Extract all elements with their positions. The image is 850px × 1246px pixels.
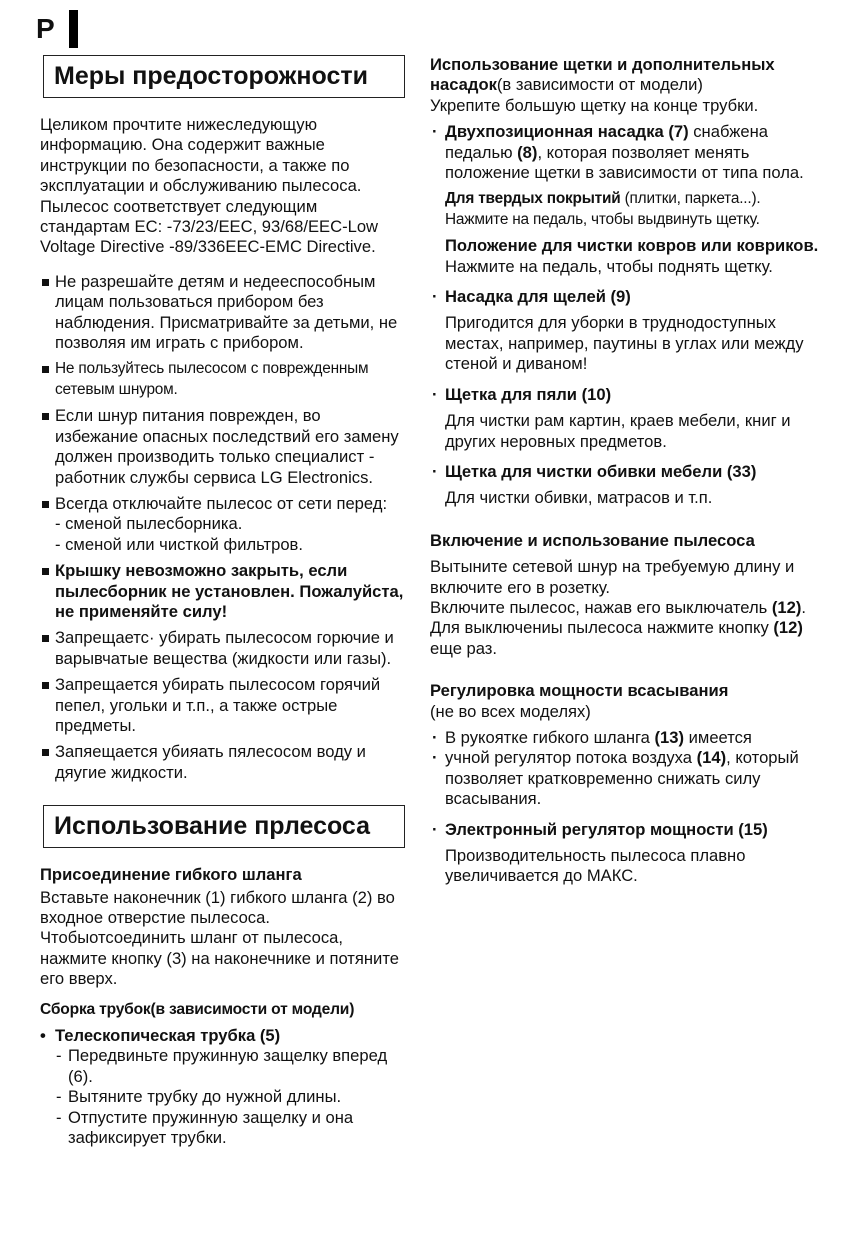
page-marker — [36, 10, 78, 48]
brush-heading-note: (в зависимости от модели) — [496, 75, 703, 95]
telescopic-step: - Передвиньте пружинную защелку вперед (6). — [56, 1046, 388, 1086]
list-item-warning: Крышку невозможно закрыть, если пылесборник не установлен. Пожалуйста, не применяйте силу! — [40, 561, 405, 622]
upholstery-heading: · Щетка для чистки обивки мебели (33) — [432, 461, 757, 481]
dusting-brush-heading: · Щетка для пяли (10) — [432, 384, 612, 404]
telescopic-heading: • Телескопическая трубка (5) — [40, 1026, 281, 1046]
bullet-icon: • — [40, 1026, 46, 1046]
suction-item-1: · В рукоятке гибкого шланга (13) имеется — [432, 727, 752, 747]
dot-bullet-icon: · — [432, 287, 438, 307]
page-letter: P — [36, 13, 55, 44]
square-bullet-icon — [42, 279, 49, 286]
square-bullet-icon — [42, 635, 49, 642]
square-bullet-icon — [42, 366, 49, 373]
brush-heading: Использование щетки и дополнительных насадок — [430, 55, 775, 95]
intro-paragraph: Целиком прочтите нижеследующую информацию. Она содержит важные инструкции по безопасности, а также по эксплуатации и обслуживанию пылесоса. Пылесос соответствует следующим стандартам EC: -73/23/EEC, 93/68/EEC-Low Voltage Directive -89/336EEC-EMC Directive. — [40, 115, 379, 257]
telescopic-step: - Отпустите пружинную защелку и она зафиксирует трубки. — [56, 1107, 354, 1148]
dusting-brush-text: Для чистки рам картин, краев мебели, книг и других неровных предметов. — [445, 411, 791, 451]
hose-text: Вставьте наконечник (1) гибкого шланга (2) во входное отверстие пылесоса. Чтобыотсоединить шланг от пылесоса, нажмите кнопку (3) на наконечнике и потяните его вверх. — [40, 887, 399, 989]
list-item: Если шнур питания поврежден, во избежание опасных последствий его замену должен производить только специалист - работник службы сервиса LG Electronics. — [40, 406, 405, 488]
tubes-heading: Сборка трубок(в зависимости от модели) — [40, 1000, 355, 1018]
dot-bullet-icon: · — [432, 819, 438, 839]
switch-on-text-2: Включите пылесос, нажав его выключатель (12). Для выключениы пылесоса нажмите кнопку (12) еще раз. — [430, 597, 807, 658]
dot-bullet-icon: · — [432, 748, 438, 768]
brush-heading-block — [430, 55, 822, 96]
list-item: Запрещаетс· убирать пылесосом горючие и варывчатые вещества (жидкости или газы). — [40, 628, 405, 669]
switch-on-heading: Включение и использование пылесоса — [430, 530, 755, 550]
suction-item-2: · учной регулятор потока воздуха (14), который позволяет кратковременно снижать силу всасывания. — [432, 748, 799, 809]
section-title-precautions: Меры предосторожности — [43, 55, 405, 98]
square-bullet-icon — [42, 749, 49, 756]
list-item: Не разрешайте детям и недееспособным лицам пользоваться прибором без наблюдения. Присматривайте за детьми, не позволяя им играть с прибором. — [40, 272, 405, 354]
list-item: Всегда отключайте пылесос от сети перед: - сменой пылесборника. - сменой или чисткой фильтров. — [40, 494, 405, 555]
electronic-control-text: Производительность пылесоса плавно увеличивается до МАКС. — [445, 846, 746, 886]
square-bullet-icon — [42, 568, 49, 575]
dot-bullet-icon: · — [432, 727, 438, 747]
dot-bullet-icon: · — [432, 461, 438, 481]
precautions-list — [40, 272, 405, 783]
dot-bullet-icon: · — [432, 122, 438, 142]
right-column — [430, 55, 822, 887]
hose-heading: Присоединение гибкого шланга — [40, 865, 302, 885]
square-bullet-icon — [42, 682, 49, 689]
list-item: Запяещается убияать пялесосом воду и дяугие жидкости. — [40, 742, 405, 783]
suction-power-note: (не во всех моделях) — [430, 701, 591, 721]
left-column — [40, 55, 405, 1148]
switch-on-text-1: Вытыните сетевой шнур на требуемую длину и включите его в розетку. — [430, 557, 795, 597]
two-position-nozzle: · Двухпозиционная насадка (7) снабжена педалью (8), которая позволяет менять положение щетки в зависимости от типа пола. — [432, 122, 804, 183]
crevice-text: Пригодится для уборки в труднодоступных местах, например, паутины в углах или между стеной и диваном! — [445, 313, 804, 374]
square-bullet-icon — [42, 501, 49, 508]
suction-power-heading: Регулировка мощности всасывания — [430, 681, 729, 701]
brush-line: Укрепите большую щетку на конце трубки. — [430, 95, 759, 115]
electronic-control-heading: · Электронный регулятор мощности (15) — [432, 819, 768, 839]
upholstery-text: Для чистки обивки, матрасов и т.п. — [445, 488, 713, 508]
hard-floor-text: Для твердых покрытий (плитки, паркета...). Нажмите на педаль, чтобы выдвинуть щетку. — [445, 190, 761, 228]
crevice-heading: · Насадка для щелей (9) — [432, 287, 631, 307]
dot-bullet-icon: · — [432, 384, 438, 404]
page-marker-bar — [69, 10, 78, 48]
list-item: Запрещается убирать пылесосом горячий пепел, угольки и т.п., а также острые предметы. — [40, 675, 405, 736]
section-title-usage: Использование прлесоса — [43, 805, 405, 848]
square-bullet-icon — [42, 413, 49, 420]
carpet-text: Положение для чистки ковров или ковриков. Нажмите на педаль, чтобы поднять щетку. — [445, 236, 819, 276]
telescopic-step: - Вытяните трубку до нужной длины. — [56, 1087, 342, 1107]
list-item: Не пользуйтесь пылесосом с поврежденным сетевым шнуром. — [40, 359, 405, 400]
